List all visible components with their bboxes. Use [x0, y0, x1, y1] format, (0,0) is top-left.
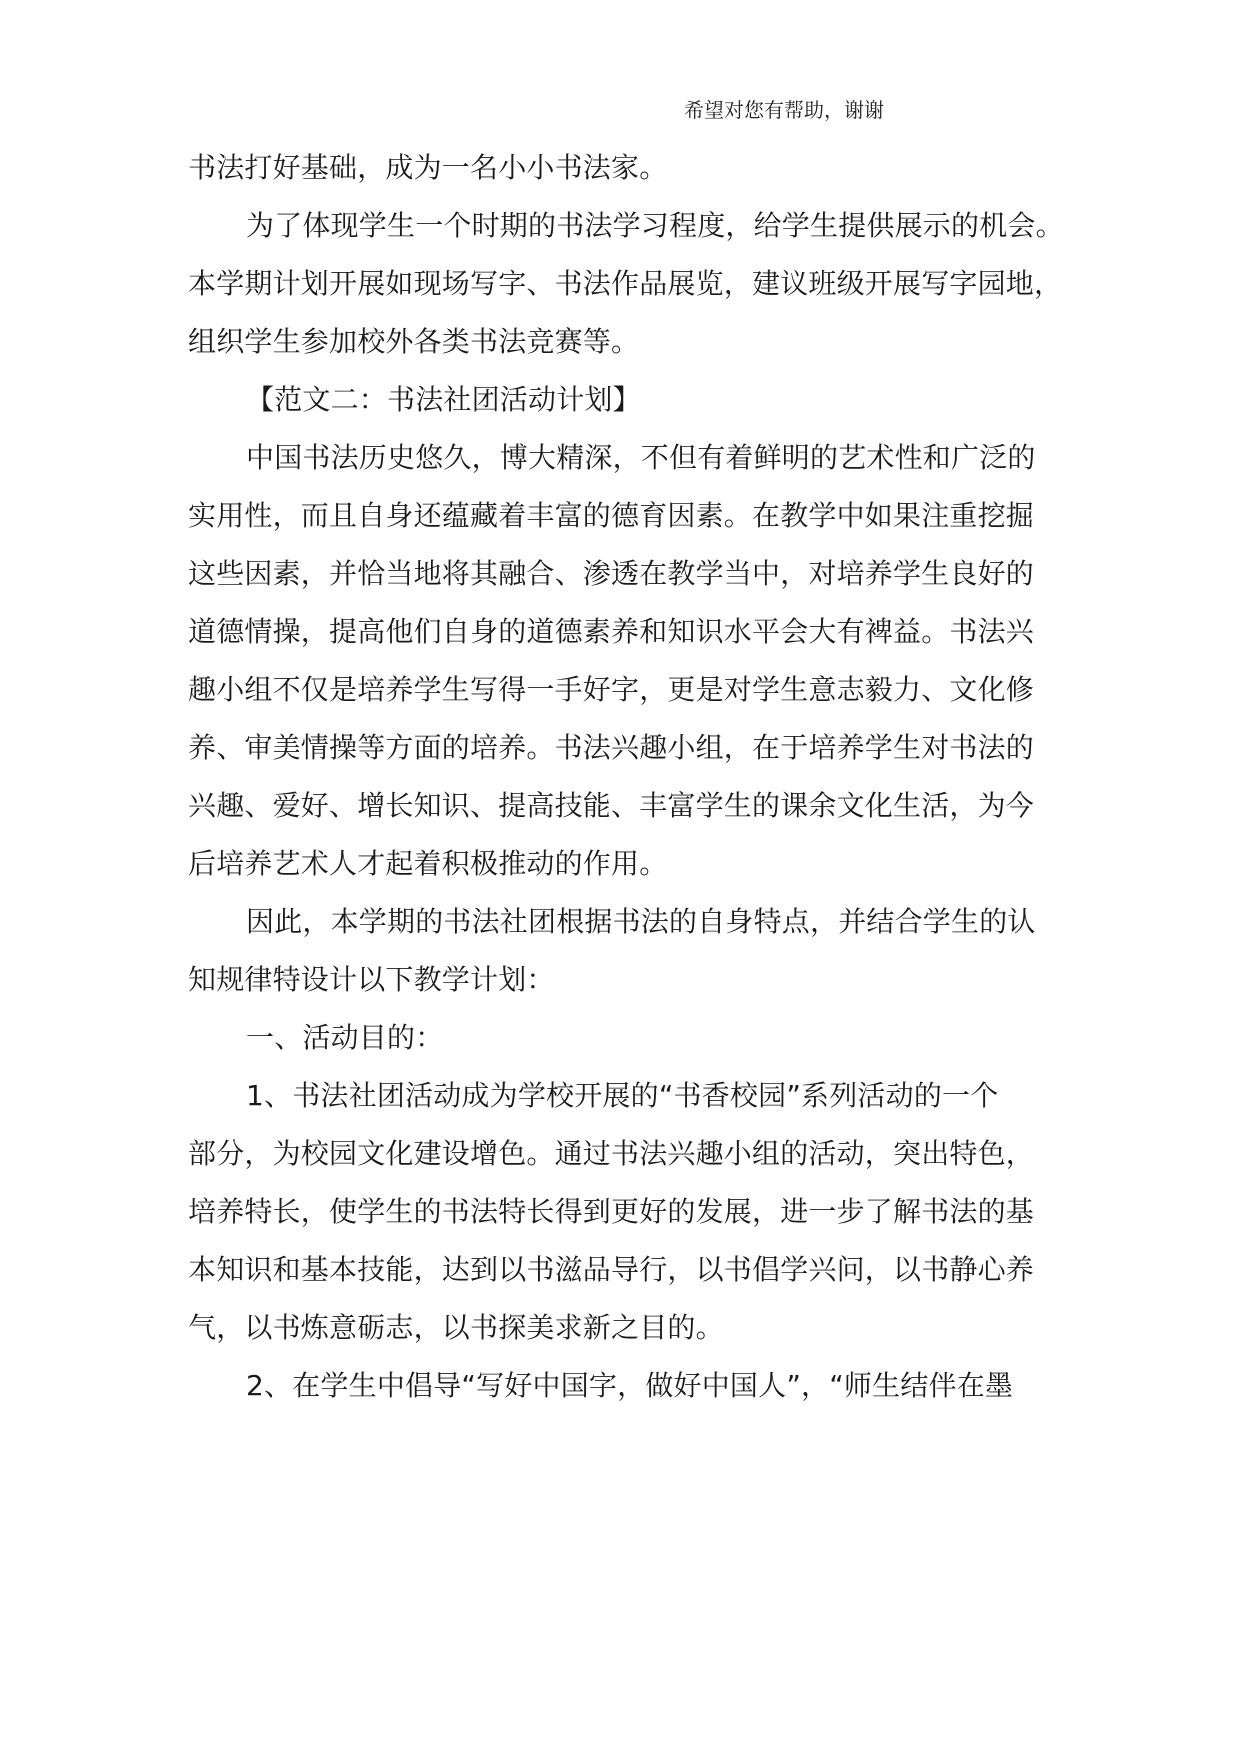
text-line: 后培养艺术人才起着积极推动的作用。: [188, 847, 668, 880]
text-line: 实用性，而且自身还蕴藏着丰富的德育因素。在教学中如果注重挖掘: [188, 499, 1035, 532]
text-line: 这些因素，并恰当地将其融合、渗透在教学当中，对培养学生良好的: [188, 557, 1035, 590]
text-line: 2、在学生中倡导“写好中国字，做好中国人”，“师生结伴在墨: [246, 1369, 1014, 1402]
text-line: 书法打好基础，成为一名小小书法家。: [188, 151, 668, 184]
text-line: 本知识和基本技能，达到以书滋品导行，以书倡学兴问，以书静心养: [188, 1253, 1035, 1286]
section-heading: 【范文二：书法社团活动计划】: [246, 383, 641, 416]
text-line: 为了体现学生一个时期的书法学习程度，给学生提供展示的机会。: [246, 209, 1064, 242]
text-line: 组织学生参加校外各类书法竞赛等。: [188, 325, 640, 358]
text-line: 因此，本学期的书法社团根据书法的自身特点，并结合学生的认: [246, 905, 1036, 938]
text-line: 兴趣、爱好、增长知识、提高技能、丰富学生的课余文化生活，为今: [188, 789, 1035, 822]
text-line: 道德情操，提高他们自身的道德素养和知识水平会大有裨益。书法兴: [188, 615, 1035, 648]
text-line: 气，以书炼意砺志，以书探美求新之目的。: [188, 1311, 724, 1344]
subheading: 一、活动目的：: [246, 1021, 444, 1054]
text-line: 本学期计划开展如现场写字、书法作品展览，建议班级开展写字园地，: [188, 267, 1063, 300]
text-line: 部分，为校园文化建设增色。通过书法兴趣小组的活动，突出特色，: [188, 1137, 1035, 1170]
text-line: 1、书法社团活动成为学校开展的“书香校园”系列活动的一个: [246, 1079, 999, 1112]
text-line: 中国书法历史悠久，博大精深，不但有着鲜明的艺术性和广泛的: [246, 441, 1036, 474]
text-line: 趣小组不仅是培养学生写得一手好字，更是对学生意志毅力、文化修: [188, 673, 1035, 706]
header-note: 希望对您有帮助，谢谢: [684, 98, 884, 122]
text-line: 知规律特设计以下教学计划：: [188, 963, 555, 996]
text-line: 养、审美情操等方面的培养。书法兴趣小组，在于培养学生对书法的: [188, 731, 1035, 764]
text-line: 培养特长，使学生的书法特长得到更好的发展，进一步了解书法的基: [188, 1195, 1035, 1228]
